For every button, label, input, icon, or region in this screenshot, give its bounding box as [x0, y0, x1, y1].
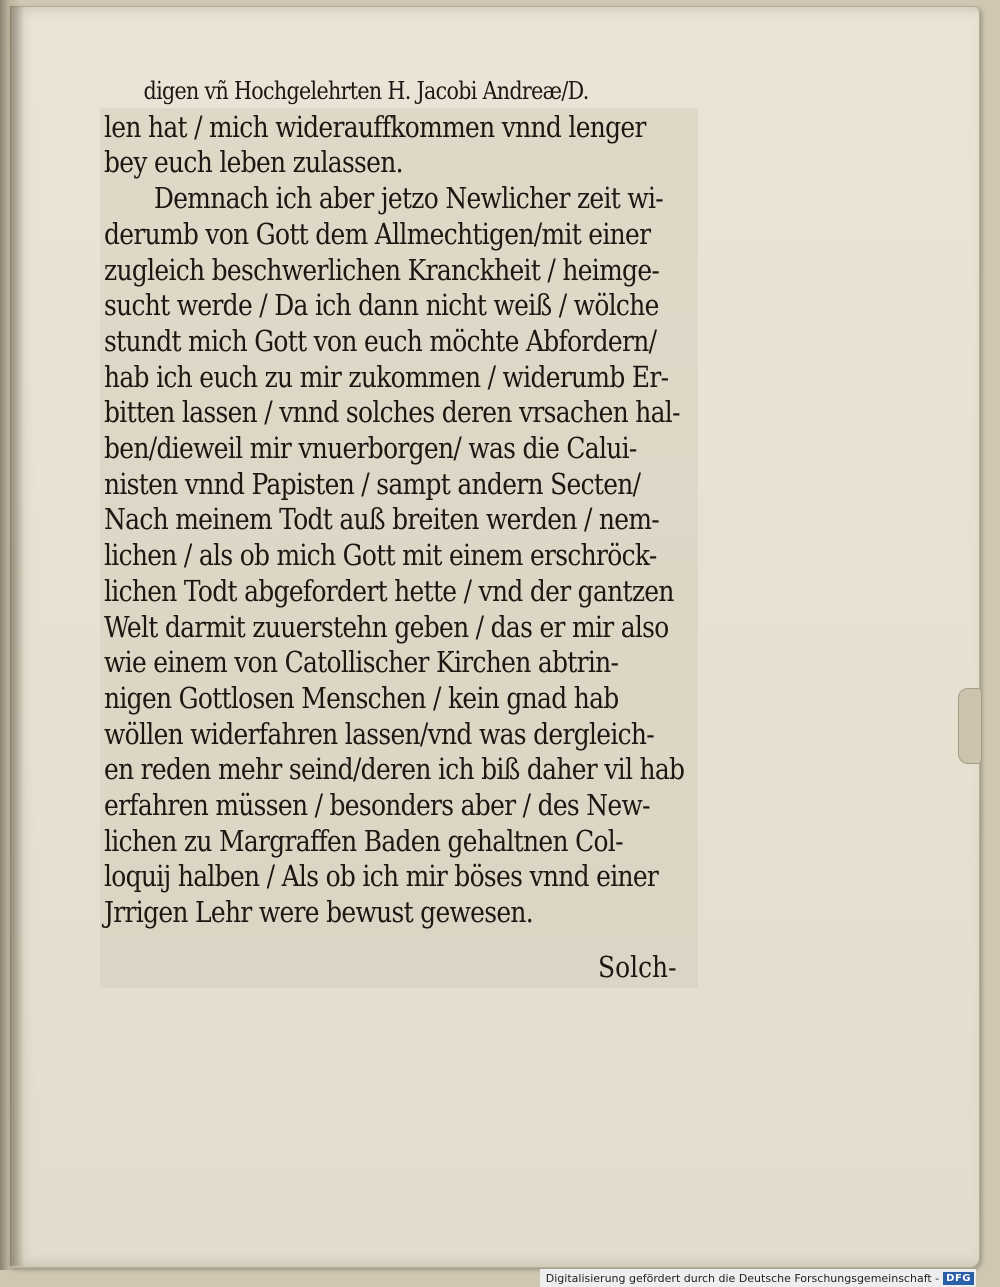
text-line: stundt mich Gott von euch möchte Abfordern/ [104, 323, 657, 358]
text-line: Jrrigen Lehr were bewust gewesen. [104, 895, 534, 930]
text-line: len hat / mich widerauffkommen vnnd lenger [104, 109, 646, 144]
text-line: lichen zu Margraffen Baden gehaltnen Col- [104, 823, 623, 858]
footer-text: Digitalisierung gefördert durch die Deutsche Forschungsgemeinschaft - [545, 1271, 940, 1285]
text-line: wöllen widerfahren lassen/vnd was dergleich- [104, 716, 655, 751]
catchword: Solch- [598, 950, 677, 984]
text-line: derumb von Gott dem Allmechtigen/mit einer [104, 216, 651, 251]
text-line: wie einem von Catollischer Kirchen abtrin- [104, 645, 619, 680]
digitization-footer [540, 1269, 976, 1287]
text-line: bey euch leben zulassen. [104, 145, 403, 180]
page-text [104, 74, 696, 931]
dfg-logo: DFG [943, 1272, 974, 1285]
text-line: Nach meinem Todt auß breiten werden / nem- [104, 502, 660, 537]
text-line: lichen / als ob mich Gott mit einem erschröck- [104, 538, 657, 573]
running-header: digen vñ Hochgelehrten H. Jacobi Andreæ/D. [143, 77, 589, 105]
text-line: nigen Gottlosen Menschen / kein gnad hab [104, 680, 619, 715]
text-line: en reden mehr seind/deren ich biß daher vil hab [104, 752, 685, 787]
text-line: bitten lassen / vnnd solches deren vrsachen hal- [104, 395, 680, 430]
spine-shadow [10, 6, 24, 1266]
text-line: Demnach ich aber jetzo Newlicher zeit wi- [153, 181, 664, 216]
text-line: erfahren müssen / besonders aber / des New- [104, 788, 650, 823]
text-line: ben/dieweil mir vnuerborgen/ was die Calui- [104, 431, 637, 466]
text-line: lichen Todt abgefordert hette / vnd der gantzen [104, 573, 674, 608]
text-line: loquij halben / Als ob ich mir böses vnnd einer [104, 859, 659, 894]
text-line: nisten vnnd Papisten / sampt andern Secten/ [104, 466, 641, 501]
text-line: Welt darmit zuuerstehn geben / das er mir also [104, 609, 669, 644]
text-line: zugleich beschwerlichen Kranckheit / heimge- [104, 252, 660, 287]
page-tab [958, 688, 982, 764]
text-line: hab ich euch zu mir zukommen / widerumb Er- [104, 359, 669, 394]
text-line: sucht werde / Da ich dann nicht weiß / wölche [104, 288, 659, 323]
